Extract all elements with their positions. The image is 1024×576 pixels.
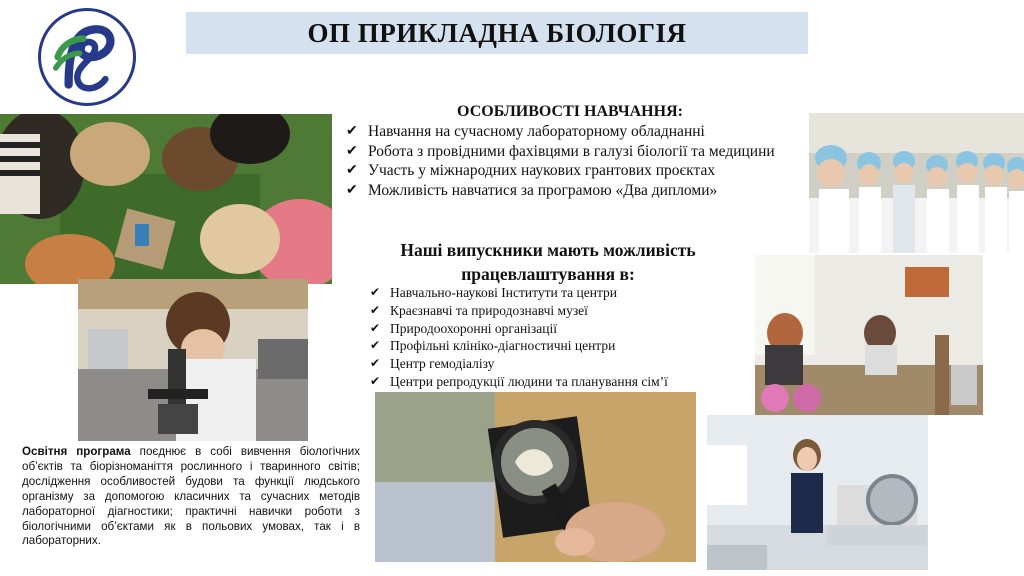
check-mark-icon: ✔ (370, 320, 381, 335)
features-list (346, 122, 788, 200)
features-heading: ОСОБЛИВОСТІ НАВЧАННЯ: (457, 103, 683, 120)
title-banner (186, 12, 808, 54)
graduates-heading: Наші випускники мають можливість працевлаштування в: (400, 240, 696, 284)
check-mark-icon: ✔ (370, 285, 381, 299)
list-item: ✔ Навчально-наукові Інститути та центри (370, 285, 617, 300)
researcher-lab-photo (707, 415, 928, 570)
check-mark-icon: ✔ (346, 143, 358, 159)
list-item: ✔ Участь у міжнародних наукових грантових проєктах (346, 162, 716, 179)
check-mark-icon: ✔ (370, 302, 381, 317)
check-mark-icon: ✔ (370, 338, 381, 353)
check-mark-icon: ✔ (346, 124, 358, 139)
list-item: ✔ Природоохоронні організації (370, 320, 557, 336)
page-title: ОП ПРИКЛАДНА БІОЛОГІЯ (307, 17, 687, 48)
check-mark-icon: ✔ (346, 163, 358, 178)
field-study-photo (0, 114, 332, 284)
list-item: ✔ Центри репродукції людини та планування сім’ї (370, 373, 668, 389)
list-item: ✔ Навчання на сучасному лабораторному обладнанні (346, 123, 705, 140)
program-logo-icon (38, 8, 136, 106)
group-lab-photo (809, 113, 1024, 253)
magnifier-specimen-photo (375, 392, 696, 562)
lab-class-photo (755, 255, 983, 415)
list-item: ✔ Центр гемодіалізу (370, 356, 495, 372)
check-mark-icon: ✔ (370, 356, 381, 371)
list-item: ✔ Робота з провідними фахівцями в галузі біології та медицини (346, 142, 775, 160)
microscope-photo (78, 279, 308, 441)
program-text: поєднює в собі вивчення біологічних об’єктів та біорізноманіття рослинного і тваринного світів; дослідження особливостей будови та функції людського організму за допомогою класичних та сучасних методів лабораторної діагностики; практичні навички роботи з біологічними об’єктами як в польових умовах, так і в лабораторних. (22, 445, 360, 548)
check-mark-icon: ✔ (370, 373, 381, 388)
program-lead: Освітня програма (22, 445, 131, 458)
program-description (22, 445, 360, 549)
check-mark-icon: ✔ (346, 182, 358, 198)
graduates-list (370, 284, 710, 391)
list-item: ✔ Профільні клініко-діагностичні центри (370, 338, 616, 354)
list-item: ✔ Краєзнавчі та природознавчі музеї (370, 302, 588, 318)
list-item: ✔ Можливість навчатися за програмою «Два дипломи» (346, 181, 718, 199)
